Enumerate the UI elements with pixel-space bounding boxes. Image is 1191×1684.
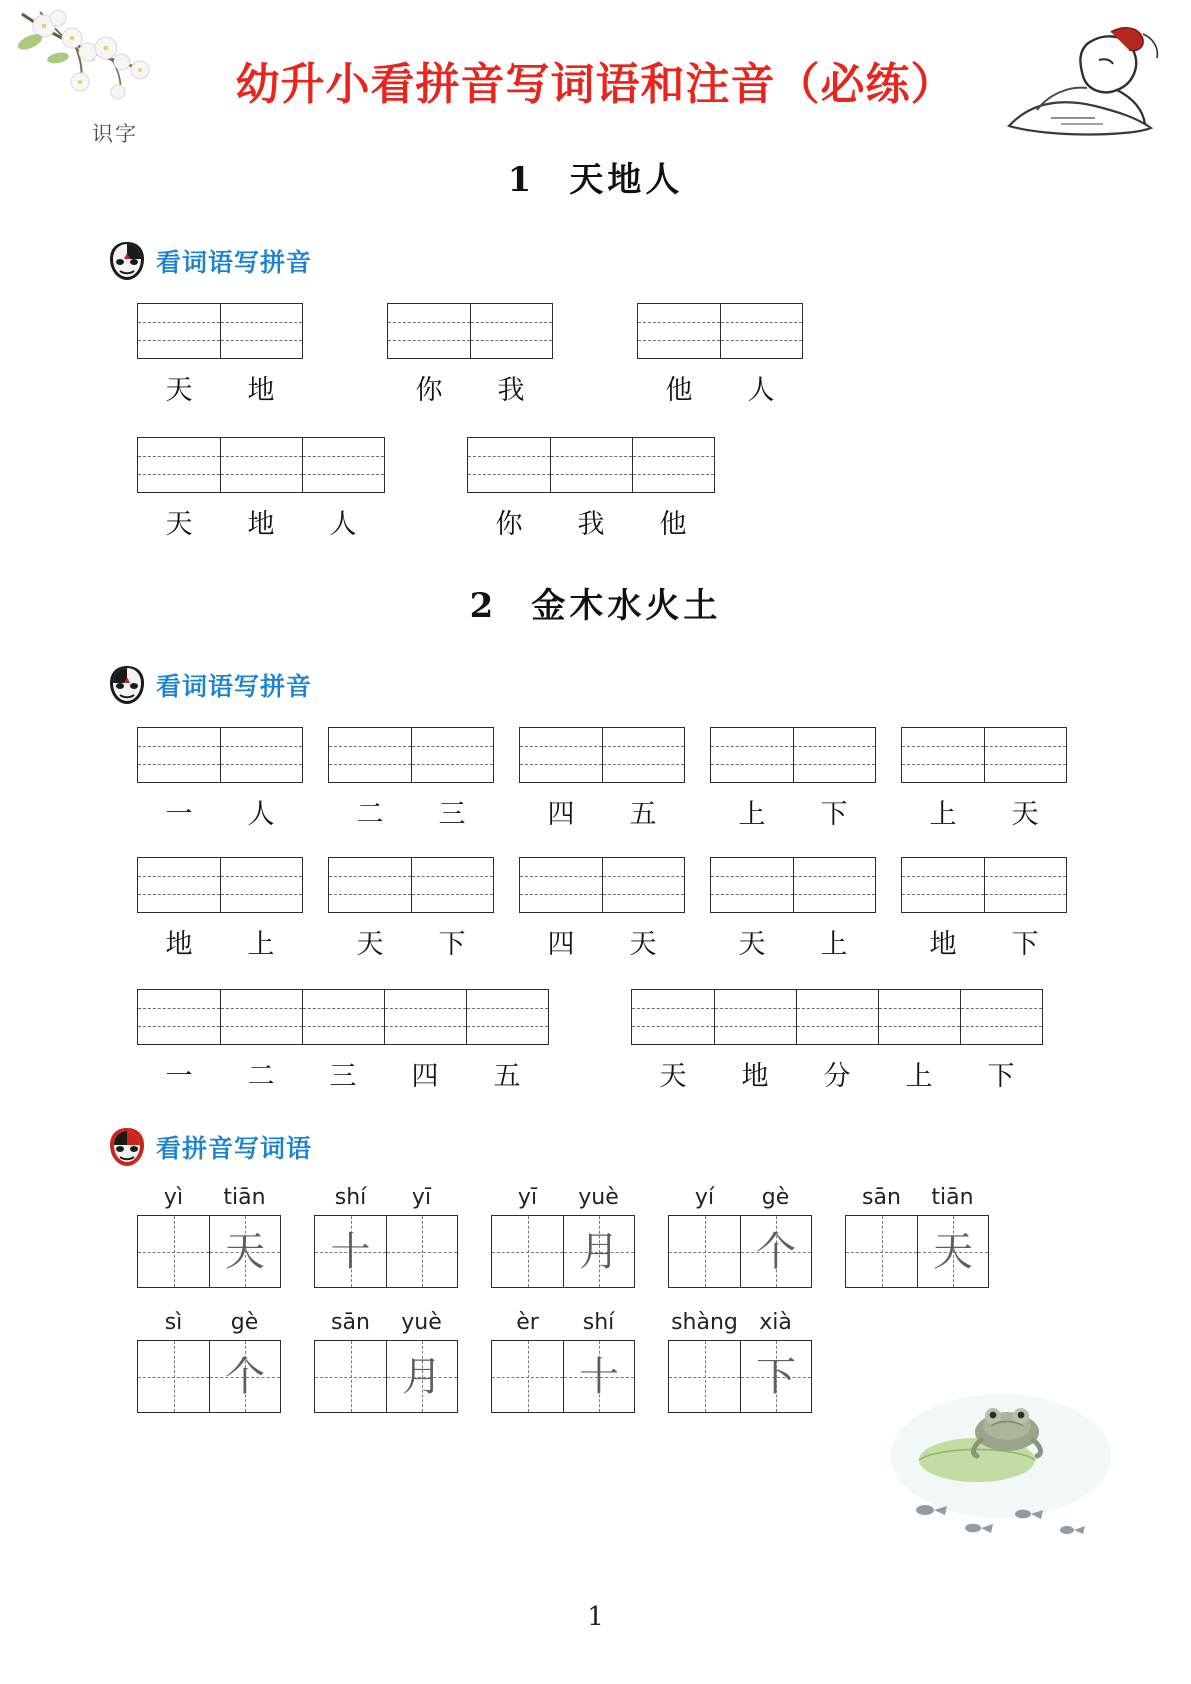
lesson-1-section-1-label: 看词语写拼音 (156, 248, 313, 277)
tianzige-cell[interactable] (492, 1341, 563, 1412)
word-char: 下 (987, 1061, 1015, 1092)
tianzige-unit (137, 1310, 281, 1413)
pinyin-cell[interactable] (984, 858, 1066, 912)
pinyin-cell[interactable] (902, 728, 984, 782)
word-unit (519, 857, 685, 961)
pinyin-cell[interactable] (632, 438, 714, 492)
pinyin-cell[interactable] (388, 304, 470, 358)
tianzige-char: 月 (579, 1228, 619, 1275)
opera-mask-icon (108, 665, 146, 705)
pinyin-write-grid[interactable] (519, 857, 685, 913)
pinyin-write-grid[interactable] (137, 303, 303, 359)
word-char: 四 (411, 1061, 439, 1092)
l2-s1-row-2 (137, 857, 1191, 961)
tianzige-grid[interactable] (314, 1215, 458, 1288)
word-chars (329, 792, 493, 831)
pinyin-write-grid[interactable] (637, 303, 803, 359)
tianzige-cell[interactable] (492, 1216, 563, 1287)
word-char: 天 (1011, 799, 1039, 830)
tianzige-cell[interactable] (740, 1341, 811, 1412)
pinyin-cell[interactable] (220, 304, 302, 358)
pinyin-write-grid[interactable] (631, 989, 1043, 1045)
word-char: 上 (929, 799, 957, 830)
pinyin-cell[interactable] (793, 858, 875, 912)
pinyin-write-grid[interactable] (387, 303, 553, 359)
pinyin-write-grid[interactable] (137, 437, 385, 493)
pinyin-syllable: shí (334, 1185, 367, 1210)
tianzige-char: 十 (330, 1228, 371, 1275)
tianzige-cell[interactable] (209, 1341, 280, 1412)
tianzige-cell[interactable] (740, 1216, 811, 1287)
word-chars (638, 368, 802, 407)
pinyin-cell[interactable] (411, 858, 493, 912)
word-char: 上 (905, 1061, 933, 1092)
word-char: 上 (738, 799, 766, 830)
word-char: 二 (247, 1061, 275, 1092)
tianzige-cell[interactable] (669, 1216, 740, 1287)
pinyin-prompt (315, 1185, 457, 1210)
word-char: 地 (929, 929, 957, 960)
word-char: 四 (547, 799, 575, 830)
word-chars (520, 922, 684, 961)
pinyin-syllable: gè (230, 1310, 259, 1335)
word-chars (138, 502, 384, 541)
lesson-1-block (0, 152, 1191, 541)
word-unit (631, 989, 1043, 1093)
pinyin-write-grid[interactable] (710, 857, 876, 913)
l2-s2-row-1 (137, 1185, 1191, 1288)
pinyin-cell[interactable] (984, 728, 1066, 782)
pinyin-syllable: gè (761, 1185, 790, 1210)
pinyin-cell[interactable] (220, 990, 302, 1044)
pinyin-write-grid[interactable] (137, 857, 303, 913)
word-unit (137, 437, 385, 541)
l2-s1-row-3 (137, 989, 1191, 1093)
word-unit (710, 857, 876, 961)
pinyin-cell[interactable] (220, 438, 302, 492)
pinyin-cell[interactable] (720, 304, 802, 358)
word-char: 下 (820, 799, 848, 830)
pinyin-prompt (492, 1185, 634, 1210)
pinyin-write-grid[interactable] (137, 727, 303, 783)
pinyin-cell[interactable] (638, 304, 720, 358)
pinyin-cell[interactable] (384, 990, 466, 1044)
tianzige-cell[interactable] (138, 1216, 209, 1287)
tianzige-unit (491, 1310, 635, 1413)
word-unit (328, 727, 494, 831)
pinyin-syllable: yuè (578, 1185, 619, 1210)
pinyin-syllable: shí (582, 1310, 615, 1335)
word-unit (137, 727, 303, 831)
word-char: 天 (165, 375, 193, 406)
lesson-2-number: 2 (469, 586, 498, 626)
word-char: 分 (823, 1061, 851, 1092)
word-unit (519, 727, 685, 831)
corner-label: 识字 (92, 122, 138, 146)
tianzige-char: 天 (225, 1228, 265, 1275)
tianzige-grid[interactable] (668, 1340, 812, 1413)
pinyin-syllable: èr (516, 1310, 539, 1335)
tianzige-char: 下 (756, 1353, 796, 1400)
tianzige-char: 十 (579, 1353, 619, 1400)
tianzige-cell[interactable] (209, 1216, 280, 1287)
word-chars (138, 1054, 548, 1093)
word-char: 天 (659, 1061, 687, 1092)
pinyin-syllable: sì (164, 1310, 183, 1335)
word-char: 他 (659, 509, 687, 540)
word-char: 三 (329, 1061, 357, 1092)
word-chars (902, 792, 1066, 831)
pinyin-cell[interactable] (714, 990, 796, 1044)
pinyin-cell[interactable] (220, 858, 302, 912)
tianzige-grid[interactable] (314, 1340, 458, 1413)
page-title-bar (0, 48, 1191, 112)
pinyin-write-grid[interactable] (901, 857, 1067, 913)
pinyin-syllable: xià (759, 1310, 792, 1335)
pinyin-syllable: yuè (401, 1310, 442, 1335)
word-char: 二 (356, 799, 384, 830)
word-char: 人 (247, 799, 275, 830)
lesson-1-number: 1 (507, 160, 536, 200)
word-chars (711, 922, 875, 961)
opera-mask-icon (108, 241, 146, 281)
pinyin-syllable: sān (862, 1185, 901, 1210)
tianzige-grid[interactable] (137, 1340, 281, 1413)
word-char: 下 (438, 929, 466, 960)
word-chars (388, 368, 552, 407)
word-char: 天 (738, 929, 766, 960)
pinyin-cell[interactable] (878, 990, 960, 1044)
word-unit (137, 303, 303, 407)
word-unit (637, 303, 803, 407)
pinyin-prompt (138, 1185, 280, 1210)
pinyin-cell[interactable] (329, 858, 411, 912)
lesson-1-heading (0, 152, 1191, 201)
tianzige-char: 个 (225, 1353, 265, 1400)
pinyin-cell[interactable] (138, 990, 220, 1044)
word-chars (520, 792, 684, 831)
pinyin-prompt (315, 1310, 457, 1335)
pinyin-cell[interactable] (960, 990, 1042, 1044)
tianzige-cell[interactable] (386, 1341, 457, 1412)
word-char: 一 (165, 799, 193, 830)
pinyin-cell[interactable] (520, 858, 602, 912)
tianzige-unit (845, 1185, 989, 1288)
pinyin-write-grid[interactable] (137, 989, 549, 1045)
pinyin-write-grid[interactable] (328, 857, 494, 913)
pinyin-prompt (669, 1185, 811, 1210)
word-chars (632, 1054, 1042, 1093)
word-char: 五 (629, 799, 657, 830)
word-char: 四 (547, 929, 575, 960)
word-chars (138, 922, 302, 961)
pinyin-write-grid[interactable] (467, 437, 715, 493)
word-char: 三 (438, 799, 466, 830)
word-unit (901, 727, 1067, 831)
l1-s1-row-2 (137, 437, 1191, 541)
tianzige-grid[interactable] (137, 1215, 281, 1288)
word-char: 上 (820, 929, 848, 960)
l2-s1-row-1 (137, 727, 1191, 831)
word-char: 地 (741, 1061, 769, 1092)
tianzige-cell[interactable] (563, 1341, 634, 1412)
tianzige-cell[interactable] (563, 1216, 634, 1287)
tianzige-cell[interactable] (846, 1216, 917, 1287)
pinyin-cell[interactable] (138, 858, 220, 912)
pinyin-write-grid[interactable] (710, 727, 876, 783)
tianzige-unit (491, 1185, 635, 1288)
pinyin-cell[interactable] (138, 438, 220, 492)
pinyin-syllable: yì (163, 1185, 184, 1210)
pinyin-cell[interactable] (602, 858, 684, 912)
pinyin-cell[interactable] (329, 728, 411, 782)
opera-mask-red-icon (108, 1127, 146, 1167)
lesson-2-heading (0, 578, 1191, 627)
pinyin-cell[interactable] (138, 728, 220, 782)
word-chars (329, 922, 493, 961)
lesson-2-section-2-label: 看拼音写词语 (156, 1134, 313, 1163)
pinyin-syllable: yī (411, 1185, 432, 1210)
word-chars (711, 792, 875, 831)
word-char: 你 (415, 375, 443, 406)
tianzige-cell[interactable] (669, 1341, 740, 1412)
pinyin-write-grid[interactable] (901, 727, 1067, 783)
word-unit (901, 857, 1067, 961)
word-unit (467, 437, 715, 541)
pinyin-cell[interactable] (902, 858, 984, 912)
tianzige-unit (137, 1185, 281, 1288)
pinyin-cell[interactable] (138, 304, 220, 358)
word-char: 我 (577, 509, 605, 540)
word-unit (710, 727, 876, 831)
tianzige-grid[interactable] (845, 1215, 989, 1288)
pinyin-syllable: tiān (931, 1185, 974, 1210)
tianzige-cell[interactable] (917, 1216, 988, 1287)
pinyin-cell[interactable] (711, 858, 793, 912)
word-unit (137, 857, 303, 961)
tianzige-grid[interactable] (491, 1215, 635, 1288)
word-char: 地 (247, 509, 275, 540)
pinyin-cell[interactable] (411, 728, 493, 782)
pinyin-syllable: shàng (671, 1310, 738, 1335)
tianzige-unit (668, 1310, 812, 1413)
pinyin-cell[interactable] (796, 990, 878, 1044)
pinyin-write-grid[interactable] (519, 727, 685, 783)
lesson-2-section-2-head (108, 1127, 1191, 1167)
lesson-2-title: 金木水火土 (531, 586, 722, 626)
lesson-1-title: 天地人 (569, 160, 684, 200)
pinyin-cell[interactable] (302, 438, 384, 492)
pinyin-prompt (669, 1310, 811, 1335)
word-char: 你 (495, 509, 523, 540)
word-char: 天 (356, 929, 384, 960)
word-char: 地 (165, 929, 193, 960)
l2-s2-row-2 (137, 1310, 1191, 1413)
pinyin-cell[interactable] (220, 728, 302, 782)
pinyin-cell[interactable] (302, 990, 384, 1044)
pinyin-cell[interactable] (468, 438, 550, 492)
tianzige-char: 月 (402, 1353, 442, 1400)
word-char: 地 (247, 375, 275, 406)
tianzige-cell[interactable] (138, 1341, 209, 1412)
pinyin-cell[interactable] (550, 438, 632, 492)
tianzige-cell[interactable] (386, 1216, 457, 1287)
tianzige-unit (314, 1310, 458, 1413)
word-char: 人 (747, 375, 775, 406)
pinyin-prompt (492, 1310, 634, 1335)
pinyin-cell[interactable] (470, 304, 552, 358)
tianzige-grid[interactable] (668, 1215, 812, 1288)
lesson-2-block (0, 578, 1191, 1413)
word-unit (137, 989, 549, 1093)
pinyin-cell[interactable] (793, 728, 875, 782)
l1-s1-row-1 (137, 303, 1191, 407)
tianzige-unit (668, 1185, 812, 1288)
word-char: 下 (1011, 929, 1039, 960)
word-char: 上 (247, 929, 275, 960)
pinyin-prompt (846, 1185, 988, 1210)
word-char: 天 (165, 509, 193, 540)
lesson-2-section-1-label: 看词语写拼音 (156, 672, 313, 701)
tianzige-char: 天 (933, 1228, 973, 1275)
word-char: 天 (629, 929, 657, 960)
word-unit (328, 857, 494, 961)
word-char: 一 (165, 1061, 193, 1092)
pinyin-syllable: tiān (223, 1185, 266, 1210)
pinyin-syllable: yí (694, 1185, 715, 1210)
pinyin-cell[interactable] (520, 728, 602, 782)
tianzige-cell[interactable] (315, 1341, 386, 1412)
pinyin-syllable: sān (331, 1310, 370, 1335)
word-chars (138, 792, 302, 831)
page-title: 幼升小看拼音写词语和注音（必练） (235, 59, 956, 110)
tianzige-grid[interactable] (491, 1340, 635, 1413)
pinyin-syllable: yī (517, 1185, 538, 1210)
tianzige-unit (314, 1185, 458, 1288)
word-unit (387, 303, 553, 407)
pinyin-cell[interactable] (632, 990, 714, 1044)
pinyin-write-grid[interactable] (328, 727, 494, 783)
word-char: 五 (493, 1061, 521, 1092)
pinyin-cell[interactable] (711, 728, 793, 782)
page-number: 1 (587, 1602, 604, 1632)
word-chars (468, 502, 714, 541)
word-chars (138, 368, 302, 407)
pinyin-cell[interactable] (466, 990, 548, 1044)
tianzige-cell[interactable] (315, 1216, 386, 1287)
word-char: 人 (329, 509, 357, 540)
word-char: 我 (497, 375, 525, 406)
lesson-2-section-1-head (108, 665, 1191, 705)
tianzige-char: 个 (756, 1228, 796, 1275)
pinyin-prompt (138, 1310, 280, 1335)
word-chars (902, 922, 1066, 961)
lesson-1-section-1-head (108, 241, 1191, 281)
word-char: 他 (665, 375, 693, 406)
pinyin-cell[interactable] (602, 728, 684, 782)
